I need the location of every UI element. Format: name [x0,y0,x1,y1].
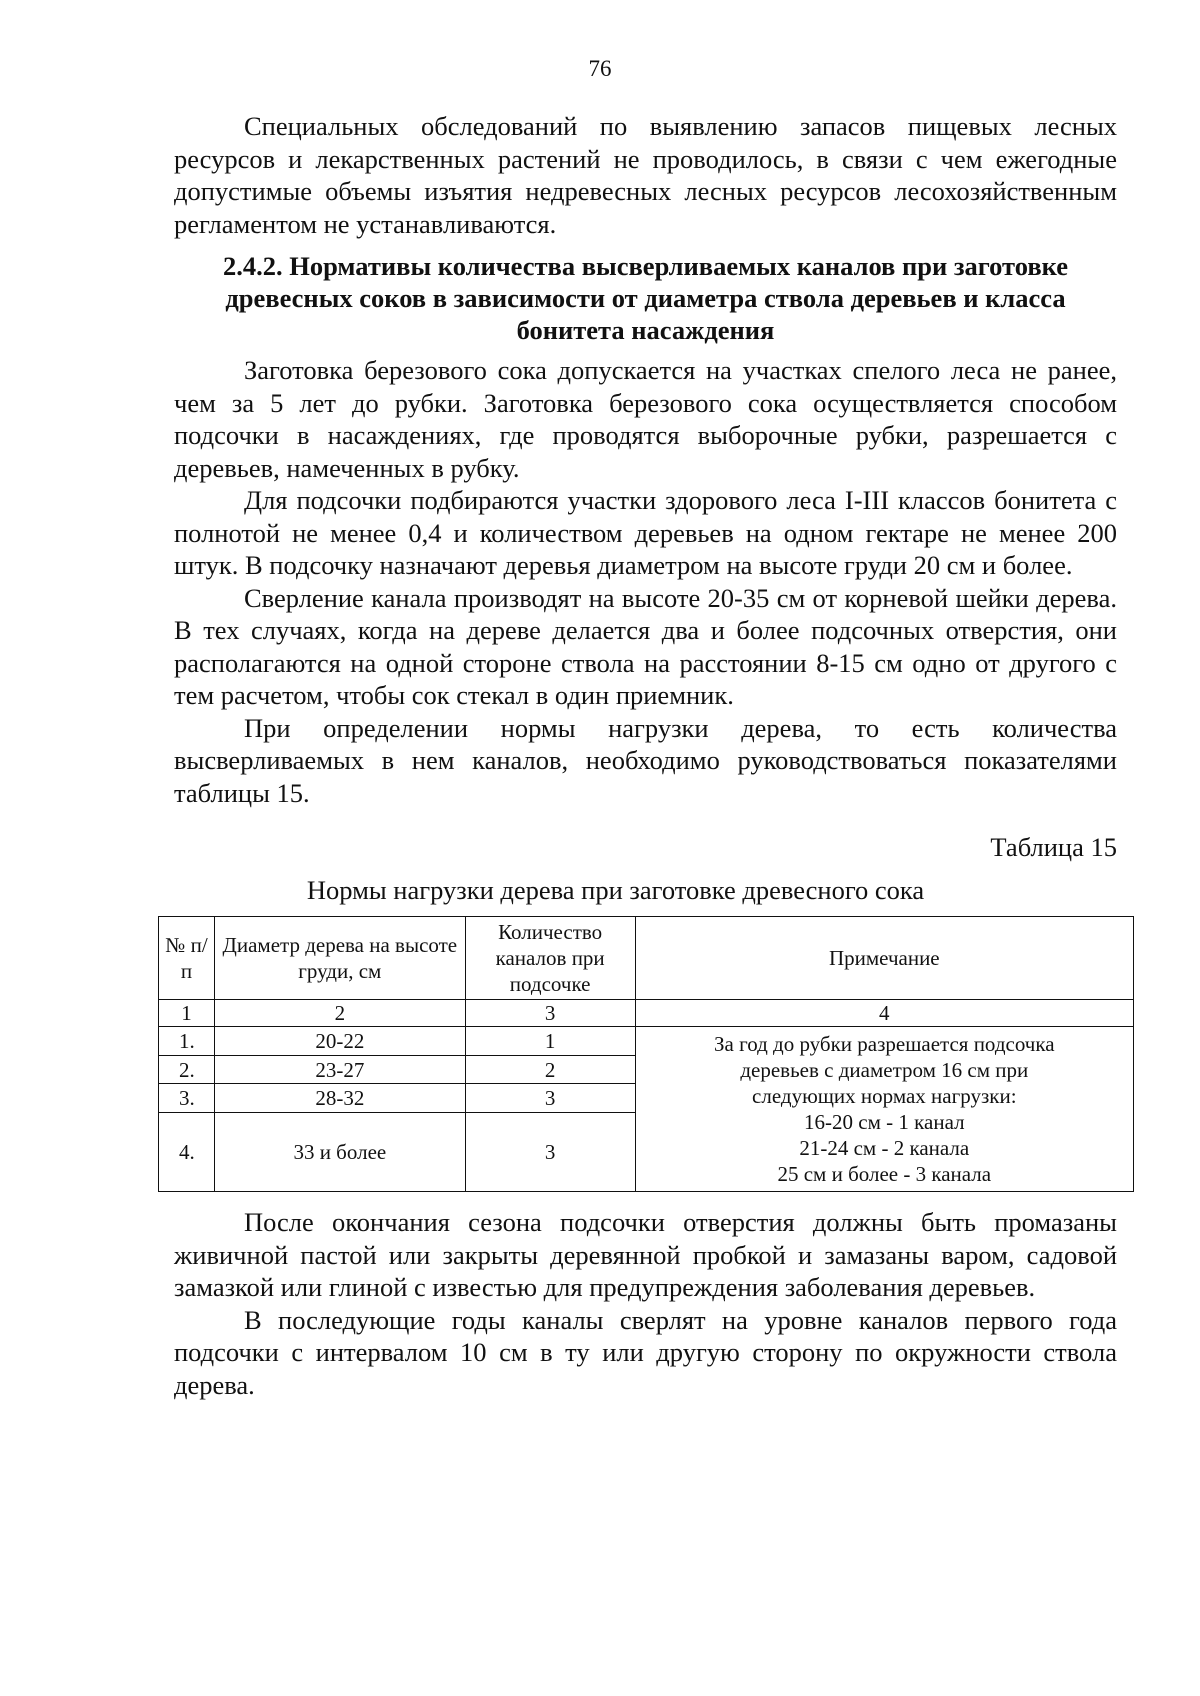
table-header-row [159,917,1134,1000]
column-number-row [159,1000,1134,1027]
header-num: № п/п [159,917,215,1000]
header-channels: Количество каналов при подсочке [465,917,635,1000]
note-line: следующих нормах нагрузки: [752,1084,1017,1108]
row-num: 4. [159,1113,215,1192]
row-channels: 2 [465,1055,635,1084]
row-channels: 3 [465,1084,635,1113]
note-line: 16-20 см - 1 канал [804,1110,965,1134]
header-note: Примечание [635,917,1133,1000]
row-channels: 3 [465,1113,635,1192]
table-label: Таблица 15 [990,832,1117,862]
paragraph-site-selection: Для подсочки подбираются участки здорового леса I-III классов бонитета с полнотой не менее 0,4 и количеством деревьев на одном гектаре не менее 200 штук. В подсочку назначают деревья диаметром на высоте груди 20 см и более. [174,485,1117,580]
norms-table [158,916,1134,1192]
closing-paragraph-sealing: После окончания сезона подсочки отверстия должны быть промазаны живичной пастой или закрыты деревянной пробкой и замазаны варом, садовой замазкой или глиной с известью для предупреждения заболевания деревьев. [174,1207,1117,1302]
paragraph-sap-harvesting: Заготовка березового сока допускается на участках спелого леса не ранее, чем за 5 лет до рубки. Заготовка березового сока осуществляется способом подсочки в насаждениях, где проводятся выборочные рубки, разрешается с деревьев, намеченных в рубку. [174,355,1117,483]
column-number: 3 [465,1000,635,1027]
note-line: 21-24 см - 2 канала [799,1136,970,1160]
row-diameter: 20-22 [214,1027,465,1056]
column-number: 4 [635,1000,1133,1027]
paragraph-load-norms: При определении нормы нагрузки дерева, то есть количества высверливаемых в нем каналов, необходимо руководствоваться показателями таблицы 15. [174,712,1117,808]
note-cell [635,1027,1133,1192]
table-caption: Нормы нагрузки дерева при заготовке древесного сока [306,874,925,905]
row-diameter: 28-32 [214,1084,465,1113]
note-line: деревьев с диаметром 16 см при [740,1058,1029,1082]
row-num: 3. [159,1084,215,1113]
intro-paragraph: Специальных обследований по выявлению запасов пищевых лесных ресурсов и лекарственных растений не проводилось, в связи с чем ежегодные допустимые объемы изъятия недревесных лесных ресурсов лесохозяйственным регламентом не устанавливаются. [174,111,1117,239]
document-body [165,110,1117,1401]
note-line: За год до рубки разрешается подсочка [714,1032,1055,1056]
paragraph-drilling: Сверление канала производят на высоте 20-35 см от корневой шейки дерева. В тех случаях, когда на дереве делается два и более подсочных отверстия, они располагаются на одной стороне ствола на расстоянии 8-15 см одно от другого с тем расчетом, чтобы сок стекал в один приемник. [174,582,1117,710]
page-number: 76 [588,56,612,81]
column-number: 2 [214,1000,465,1027]
section-heading: 2.4.2. Нормативы количества высверливаемых каналов при заготовке древесных соков в зависимости от диаметра ствола деревьев и класса бонитета насаждения [222,251,1068,345]
row-diameter: 23-27 [214,1055,465,1084]
note-line: 25 см и более - 3 канала [777,1162,992,1186]
table-row [159,1027,1134,1056]
row-channels: 1 [465,1027,635,1056]
column-number: 1 [159,1000,215,1027]
row-num: 1. [159,1027,215,1056]
row-diameter: 33 и более [214,1113,465,1192]
closing-paragraph-next-years: В последующие годы каналы сверлят на уровне каналов первого года подсочки с интервалом 10 см в ту или другую сторону по окружности ствола дерева. [174,1304,1117,1400]
header-diameter: Диаметр дерева на высоте груди, см [214,917,465,1000]
row-num: 2. [159,1055,215,1084]
